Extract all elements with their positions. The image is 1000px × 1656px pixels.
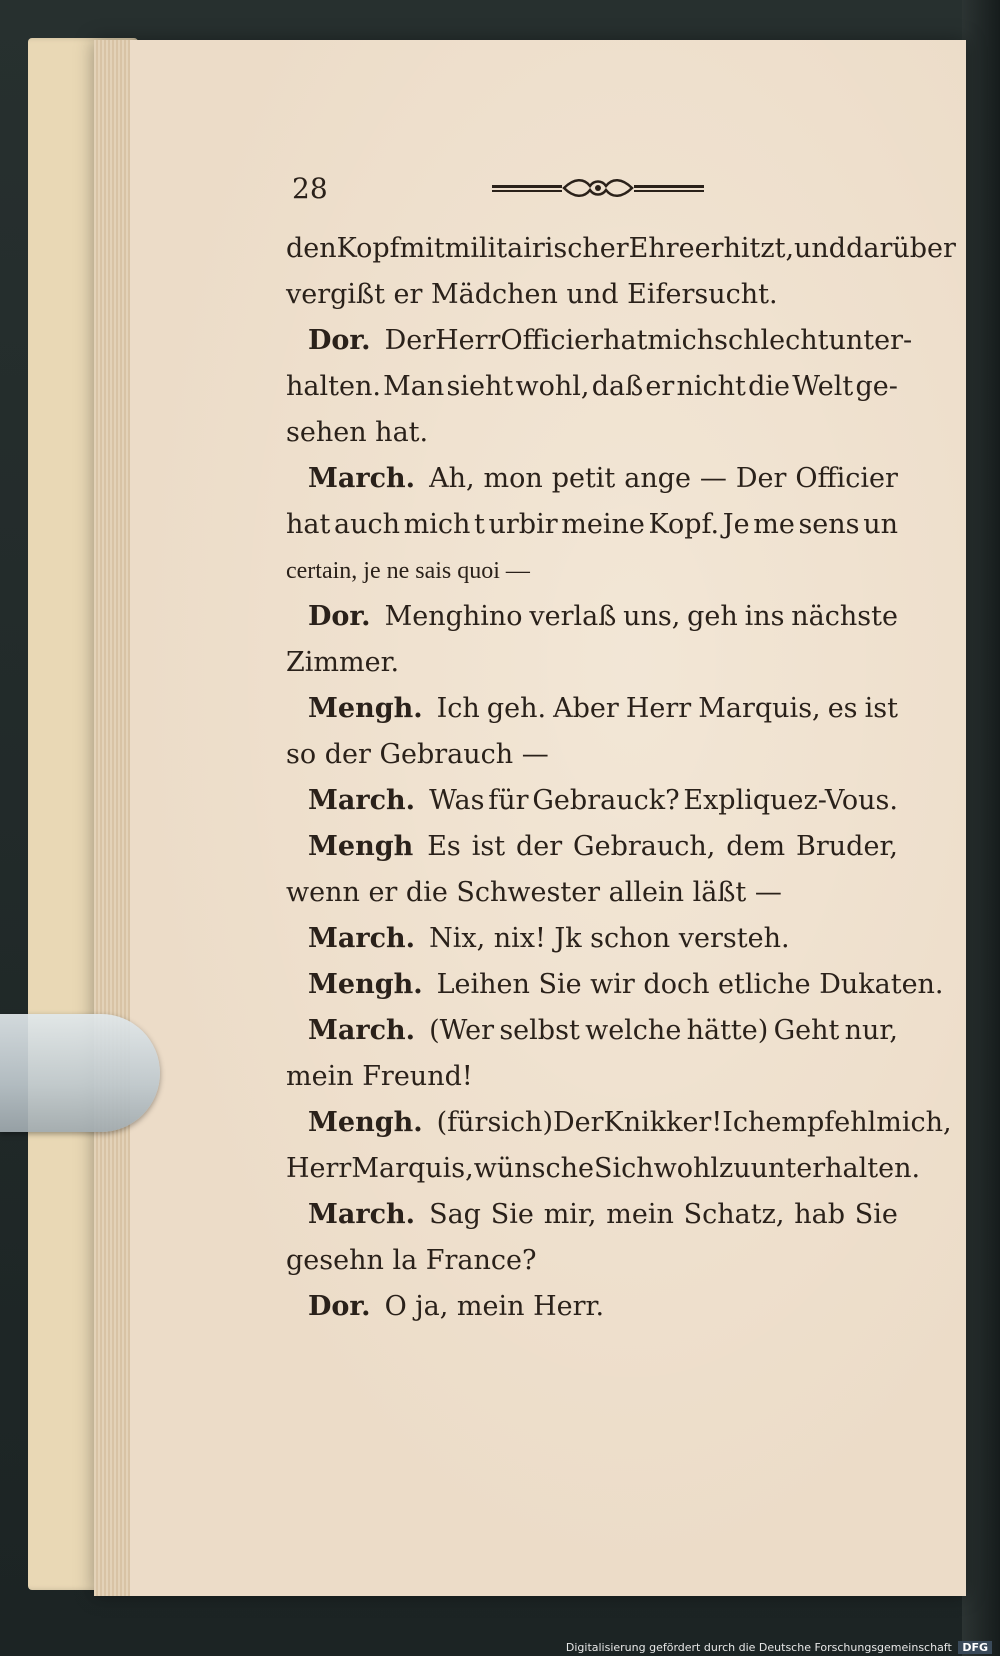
word: ins (744, 601, 785, 632)
word: Marquis, (698, 693, 821, 724)
word: welche (585, 1015, 682, 1046)
word: auch (333, 509, 400, 540)
speaker-label: March. (308, 463, 416, 494)
line-text: O ja, mein Herr. (384, 1291, 605, 1322)
line-text (437, 1100, 952, 1146)
word: nur, (844, 1015, 898, 1046)
word: der (515, 831, 563, 862)
word: sens (798, 509, 860, 540)
line-text: Leihen Sie wir doch etliche Dukaten. (436, 969, 944, 1000)
word: Der (735, 463, 787, 494)
text-line (286, 1054, 898, 1100)
word: mein (606, 1199, 674, 1230)
text-line (286, 456, 898, 502)
word: Bruder, (796, 831, 898, 862)
speaker-label: Mengh (308, 831, 414, 862)
speaker-label: March. (308, 1199, 416, 1230)
word: Welt (792, 371, 854, 402)
word: er (645, 371, 675, 402)
text-line (286, 962, 944, 1008)
line-text: mein Freund! (286, 1061, 473, 1092)
speaker-label: Dor. (308, 601, 371, 632)
word: Herr (625, 693, 692, 724)
text-line (286, 732, 898, 778)
line-text (427, 824, 898, 870)
word: Ah, (429, 463, 475, 494)
text-line (286, 1100, 952, 1146)
text-line (286, 272, 898, 318)
word: Gebrauch, (573, 831, 716, 862)
text-line (286, 548, 898, 594)
word: mit (399, 233, 445, 264)
word: mich (403, 509, 471, 540)
line-text: gesehn la France? (286, 1245, 537, 1276)
word: meine (561, 509, 645, 540)
speaker-label: March. (308, 1015, 416, 1046)
text-line (286, 1192, 898, 1238)
word: ist (864, 693, 898, 724)
binding-shadow (962, 0, 1000, 1656)
word: Der (384, 325, 436, 356)
line-text: sehen hat. (286, 417, 429, 448)
footer-credit (566, 1641, 992, 1654)
line-text: wenn er die Schwester allein läßt — (286, 877, 782, 908)
header-ornament (492, 176, 704, 200)
line-text: Nix, nix! Jk schon versteh. (429, 923, 790, 954)
word: Marquis, (351, 1153, 474, 1184)
word: es (827, 693, 858, 724)
word: hab (794, 1199, 845, 1230)
word: Aber (553, 693, 619, 724)
page-clip (0, 1014, 160, 1132)
line-text: certain, je ne sais quoi — (286, 558, 530, 584)
word: (Wer (429, 1015, 495, 1046)
word: ange (624, 463, 691, 494)
line-text (437, 686, 898, 732)
word: Kopf. (648, 509, 720, 540)
word: geh. (486, 693, 547, 724)
word: empfehl (765, 1107, 877, 1138)
word: dem (726, 831, 786, 862)
text-line (286, 686, 898, 732)
line-text (429, 1192, 898, 1238)
line-text (429, 778, 898, 824)
speaker-label: Mengh. (308, 1107, 423, 1138)
word: — (699, 463, 727, 494)
word: militairischer (444, 233, 629, 264)
word: wünsche (473, 1153, 594, 1184)
page-number: 28 (292, 172, 328, 205)
word: Kopf (336, 233, 400, 264)
word: Es (427, 831, 461, 862)
text-line (286, 594, 898, 640)
word: Sich (593, 1153, 654, 1184)
word: Schatz, (683, 1199, 785, 1230)
word: mich (647, 325, 715, 356)
line-text (286, 502, 898, 548)
word: und (794, 233, 847, 264)
word: selbst (499, 1015, 580, 1046)
word: nicht (676, 371, 746, 402)
word: urbir (488, 509, 558, 540)
page-edges (94, 40, 130, 1596)
word: Geht (773, 1015, 840, 1046)
line-text (286, 226, 956, 272)
word: uns, (623, 601, 681, 632)
word: erhitzt, (694, 233, 795, 264)
line-text (385, 594, 898, 640)
word: Ich (436, 693, 480, 724)
word: den (286, 233, 337, 264)
text-line (286, 916, 898, 962)
word: ge- (855, 371, 898, 402)
speaker-label: Dor. (308, 1291, 371, 1322)
word: t (474, 509, 485, 540)
text-line (286, 1238, 898, 1284)
line-text (286, 1146, 920, 1192)
text-line (286, 502, 898, 548)
word: Expliquez-Vous. (683, 785, 898, 816)
footer-credit-text: Digitalisierung gefördert durch die Deutsche Forschungsgemeinschaft (565, 1641, 952, 1654)
word: darüber (846, 233, 956, 264)
word: geh (687, 601, 738, 632)
word: Man (383, 371, 445, 402)
word: hat (286, 509, 331, 540)
text-line (286, 226, 956, 272)
body-text (286, 226, 956, 1330)
speaker-label: Dor. (308, 325, 371, 356)
word: Ich (722, 1107, 766, 1138)
word: Was (429, 785, 485, 816)
word: nächste (791, 601, 898, 632)
word: daß (591, 371, 644, 402)
dfg-logo: DFG (958, 1641, 992, 1654)
word: mir, (543, 1199, 597, 1230)
word: Officier (500, 325, 604, 356)
word: sich) (487, 1107, 553, 1138)
word: me (753, 509, 795, 540)
text-line (286, 870, 898, 916)
word: zu (719, 1153, 751, 1184)
line-text (429, 456, 898, 502)
word: (für (436, 1107, 488, 1138)
word: schlecht (714, 325, 829, 356)
word: unter- (828, 325, 913, 356)
word: Herr (286, 1153, 352, 1184)
text-line (286, 640, 898, 686)
line-text: so der Gebrauch — (286, 739, 549, 770)
word: halten. (286, 371, 381, 402)
word: Sie (490, 1199, 534, 1230)
text-line (286, 318, 913, 364)
text-line (286, 1008, 898, 1054)
line-text: vergißt er Mädchen und Eifersucht. (286, 279, 778, 310)
word: mon (483, 463, 543, 494)
word: wohl, (515, 371, 590, 402)
word: mich, (876, 1107, 952, 1138)
word: Je (722, 509, 750, 540)
word: Menghino (384, 601, 523, 632)
word: Herr (435, 325, 501, 356)
word: hätte) (686, 1015, 769, 1046)
speaker-label: March. (308, 923, 416, 954)
word: für (488, 785, 529, 816)
line-text: Zimmer. (286, 647, 400, 678)
text-line (286, 778, 898, 824)
word: Sie (854, 1199, 898, 1230)
line-text (385, 318, 913, 364)
word: unterhalten. (750, 1153, 921, 1184)
word: un (863, 509, 898, 540)
word: ist (471, 831, 506, 862)
speaker-label: March. (308, 785, 416, 816)
word: Der (552, 1107, 604, 1138)
word: Knikker! (603, 1107, 723, 1138)
text-line (286, 410, 898, 456)
word: Ehre (628, 233, 695, 264)
word: hat (603, 325, 648, 356)
word: wohl (653, 1153, 720, 1184)
word: verlaß (529, 601, 617, 632)
text-line (286, 1146, 921, 1192)
word: Sag (429, 1199, 481, 1230)
line-text (429, 1008, 898, 1054)
word: sieht (446, 371, 514, 402)
word: Gebrauck? (532, 785, 680, 816)
text-line (286, 1284, 898, 1330)
word: Officier (795, 463, 898, 494)
speaker-label: Mengh. (308, 693, 423, 724)
text-line (286, 824, 898, 870)
word: die (748, 371, 791, 402)
text-line (286, 364, 898, 410)
speaker-label: Mengh. (308, 969, 423, 1000)
line-text (286, 364, 898, 410)
word: petit (551, 463, 616, 494)
